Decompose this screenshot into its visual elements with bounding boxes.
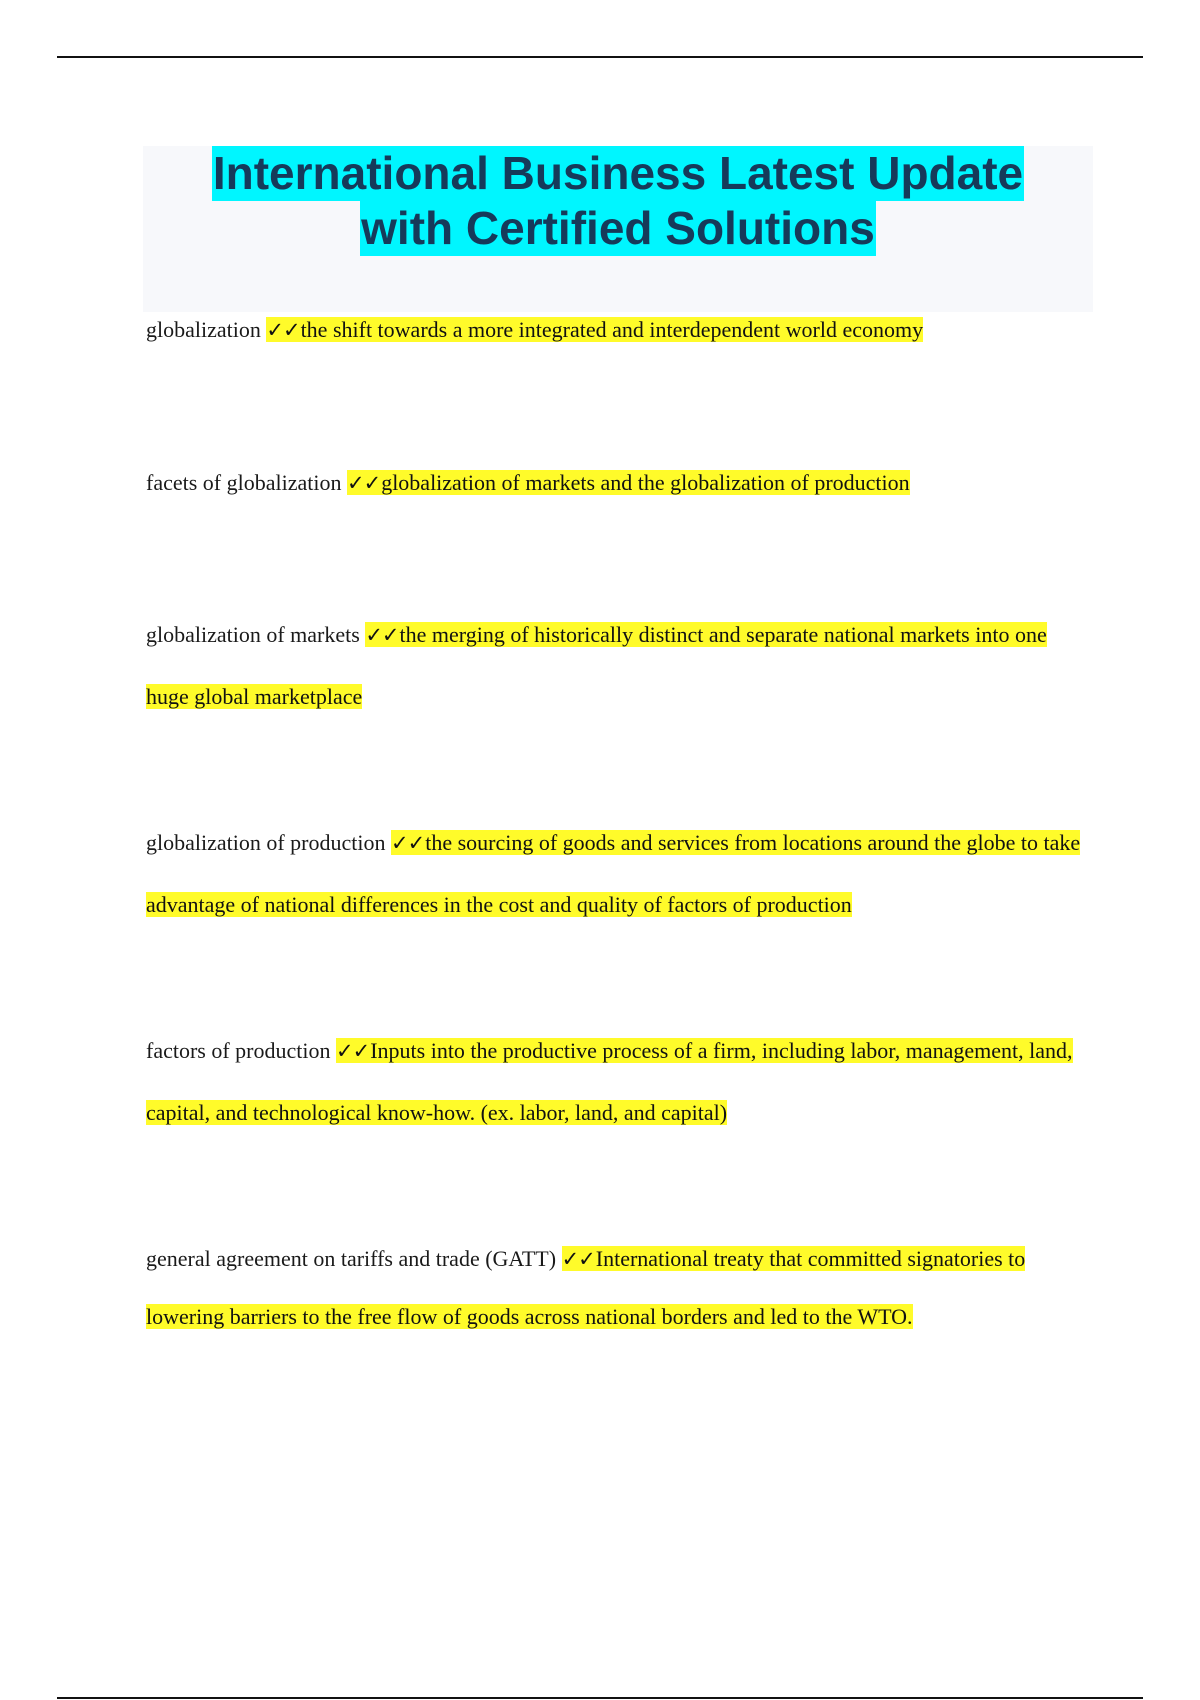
double-check-icon: ✓✓ (561, 1247, 595, 1271)
entry-answer: globalization of markets and the globalization of production (381, 470, 910, 495)
entry-answer: Inputs into the productive process of a firm, including labor, management, land, capital, and technological know-how. (ex. labor, land, and capital) (146, 1038, 1073, 1125)
flashcard-entry-factors (146, 1020, 1086, 1143)
entry-term: facets of globalization (146, 470, 342, 495)
entry-answer: the shift towards a more integrated and interdependent world economy (300, 317, 924, 342)
flashcard-entry-globalization (146, 299, 1086, 361)
entry-answer: the sourcing of goods and services from locations around the globe to take advantage of national differences in the cost and quality of factors of production (146, 830, 1081, 917)
title-line-2: with Certified Solutions (361, 202, 875, 254)
entry-term: globalization of production (146, 830, 386, 855)
flashcard-entry-markets (146, 604, 1086, 727)
double-check-icon: ✓✓ (365, 623, 399, 647)
entry-answer: the merging of historically distinct and separate national markets into one huge global marketplace (146, 622, 1047, 709)
flashcard-entry-facets (146, 452, 1086, 514)
entry-term: globalization (146, 317, 261, 342)
flashcard-entry-gatt (146, 1230, 1086, 1346)
entry-answer-highlight (266, 317, 923, 342)
top-rule (57, 56, 1143, 58)
flashcard-entry-production (146, 812, 1086, 935)
entry-answer-highlight (347, 470, 910, 495)
double-check-icon: ✓✓ (266, 318, 300, 342)
bottom-rule (57, 1697, 1143, 1699)
document-title (143, 146, 1093, 256)
entry-term: general agreement on tariffs and trade (GATT) (146, 1246, 557, 1271)
entry-term: factors of production (146, 1038, 331, 1063)
double-check-icon: ✓✓ (346, 471, 381, 495)
title-line-1: International Business Latest Update (212, 147, 1024, 199)
entry-answer: International treaty that committed signatories to lowering barriers to the free flow of goods across national borders and led to the WTO. (146, 1246, 1026, 1329)
entry-term: globalization of markets (146, 622, 360, 647)
double-check-icon: ✓✓ (391, 831, 425, 855)
double-check-icon: ✓✓ (336, 1039, 370, 1063)
